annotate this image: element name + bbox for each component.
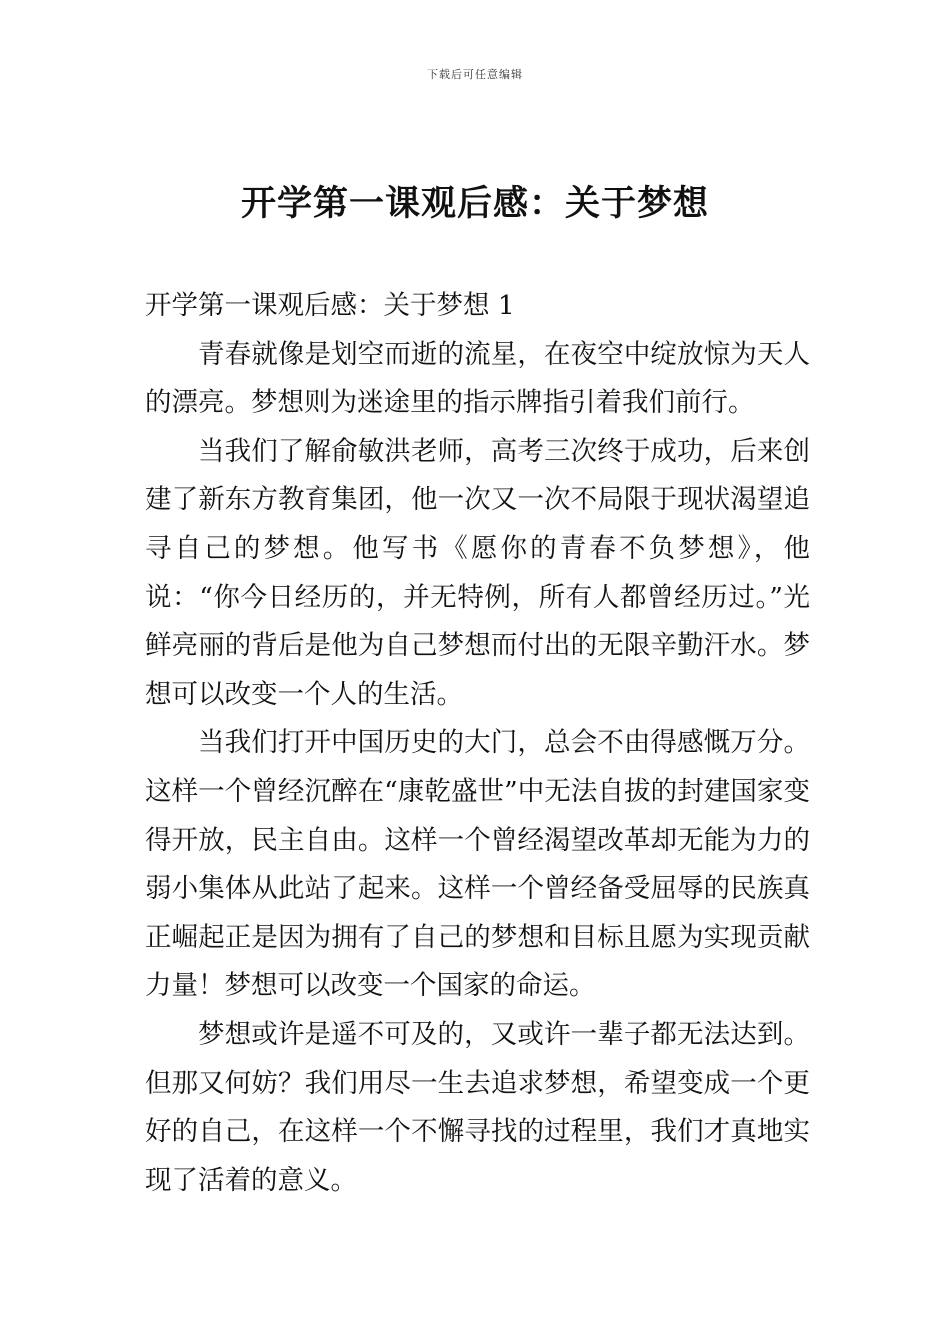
- section-heading: 开学第一课观后感：关于梦想 1: [145, 290, 515, 321]
- document-title: 开学第一课观后感：关于梦想: [240, 184, 709, 224]
- paragraph-4: 梦想或许是遥不可及的，又或许一辈子都无法达到。但那又何妨？我们用尽一生去追求梦想，希望变成一个更好的自己，在这样一个不懈寻找的过程里，我们才真地实现了活着的意义。: [145, 1018, 810, 1196]
- paragraph-3: 当我们打开中国历史的大门，总会不由得感慨万分。这样一个曾经沉醉在“康乾盛世”中无法自拔的封建国家变得开放，民主自由。这样一个曾经渴望改革却无能为力的弱小集体从此站了起来。这样一个曾经备受屈辱的民族真正崛起正是因为拥有了自己的梦想和目标且愿为实现贡献力量！梦想可以改变一个国家的命运。: [145, 727, 810, 1002]
- paragraph-1: 青春就像是划空而逝的流星，在夜空中绽放惊为天人的漂亮。梦想则为迷途里的指示牌指引着我们前行。: [145, 338, 810, 419]
- paragraph-2: 当我们了解俞敏洪老师，高考三次终于成功，后来创建了新东方教育集团，他一次又一次不局限于现状渴望追寻自己的梦想。他写书《愿你的青春不负梦想》，他说：“你今日经历的，并无特例，所有人都曾经历过。”光鲜亮丽的背后是他为自己梦想而付出的无限辛勤汗水。梦想可以改变一个人的生活。: [145, 435, 810, 710]
- header-note: 下载后可任意编辑: [427, 68, 523, 81]
- document-body: [145, 282, 810, 1205]
